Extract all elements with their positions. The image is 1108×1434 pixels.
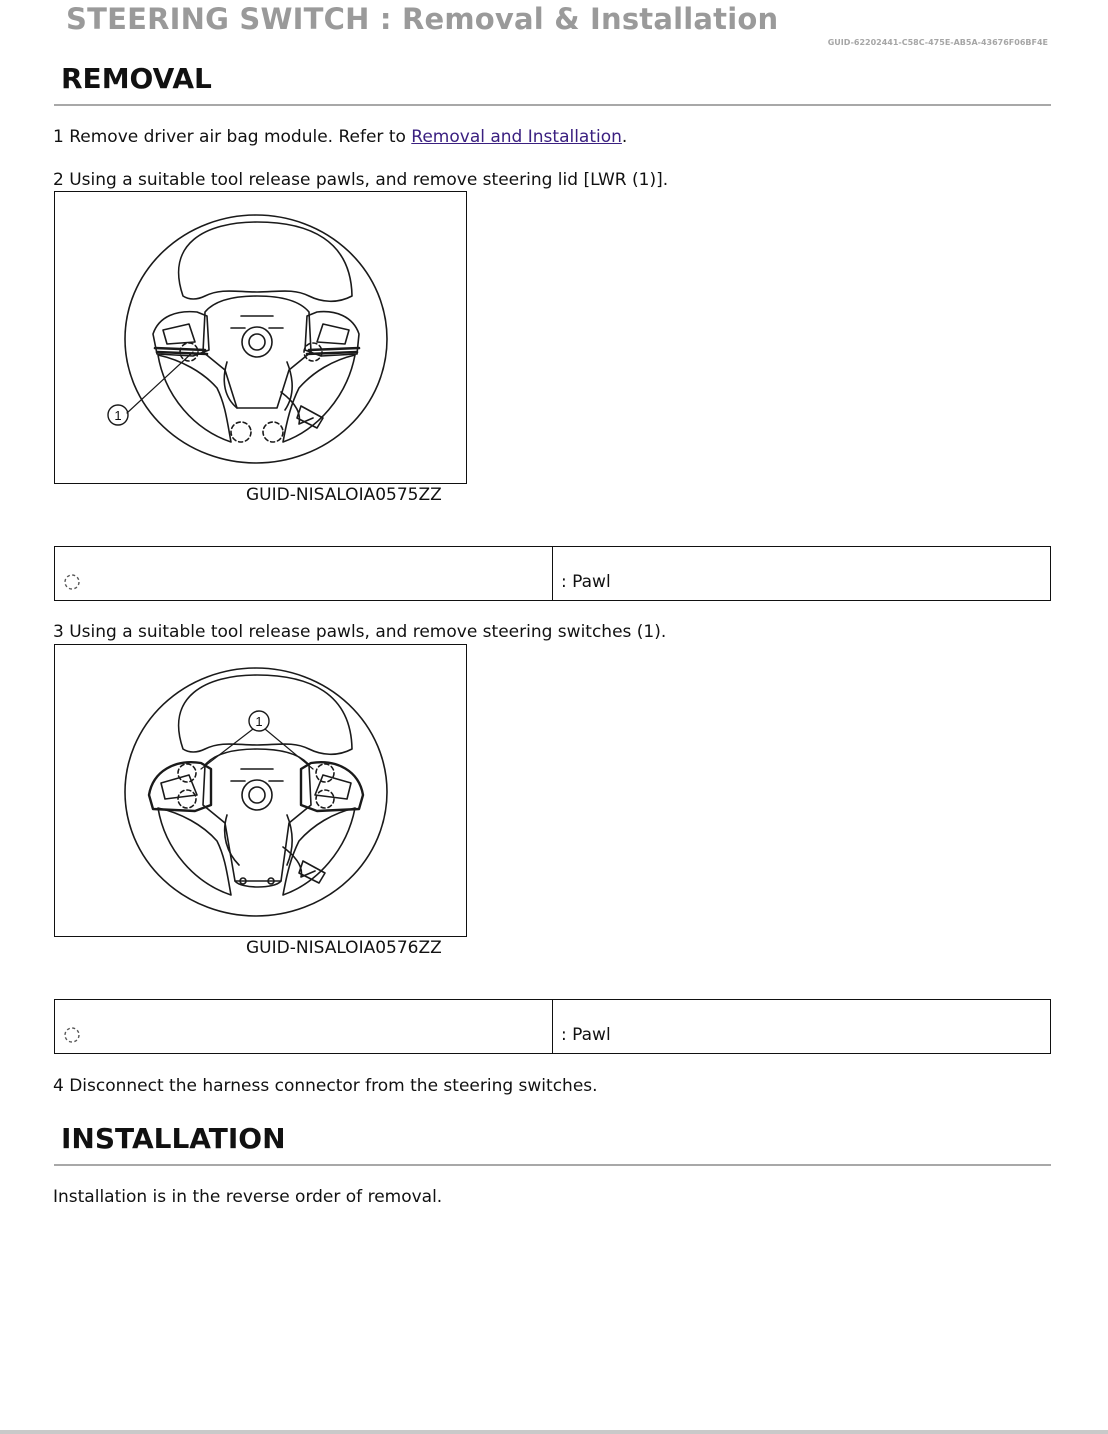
installation-divider bbox=[54, 1164, 1051, 1166]
step-2: 2 Using a suitable tool release pawls, and remove steering lid [LWR (1)]. bbox=[53, 170, 669, 190]
removal-heading: REMOVAL bbox=[61, 62, 212, 95]
legend-table-1 bbox=[54, 546, 1051, 601]
figure-steering-switch-removal bbox=[54, 644, 467, 937]
installation-text: Installation is in the reverse order of removal. bbox=[53, 1187, 443, 1207]
page-bottom-edge bbox=[0, 1430, 1108, 1434]
step-1-suffix: . bbox=[621, 127, 628, 147]
legend-label: : Pawl bbox=[561, 1025, 611, 1045]
callout-number-1: 1 bbox=[114, 408, 122, 423]
legend-symbol-cell bbox=[55, 1000, 553, 1053]
step-1 bbox=[53, 127, 627, 147]
legend-symbol-cell bbox=[55, 547, 553, 600]
removal-installation-link[interactable]: Removal and Installation bbox=[411, 127, 622, 147]
step-4: 4 Disconnect the harness connector from the steering switches. bbox=[53, 1076, 598, 1096]
legend-label: : Pawl bbox=[561, 572, 611, 592]
page-title: STEERING SWITCH : Removal & Installation bbox=[66, 2, 779, 36]
figure-steering-lid-removal bbox=[54, 191, 467, 484]
pawl-icon bbox=[62, 572, 82, 592]
figure-2-caption: GUID-NISALOIA0576ZZ bbox=[246, 938, 442, 958]
steering-wheel-illustration-1 bbox=[55, 192, 466, 483]
figure-1-caption: GUID-NISALOIA0575ZZ bbox=[246, 485, 442, 505]
removal-divider bbox=[54, 104, 1051, 106]
steering-wheel-illustration-2 bbox=[55, 645, 466, 936]
legend-table-2 bbox=[54, 999, 1051, 1054]
step-1-text: 1 Remove driver air bag module. Refer to bbox=[53, 127, 412, 147]
installation-heading: INSTALLATION bbox=[61, 1122, 286, 1155]
callout-number-2: 1 bbox=[255, 714, 263, 729]
pawl-icon bbox=[62, 1025, 82, 1045]
step-3: 3 Using a suitable tool release pawls, and remove steering switches (1). bbox=[53, 622, 667, 642]
document-guid: GUID-62202441-C58C-475E-AB5A-43676F06BF4E bbox=[827, 38, 1048, 47]
